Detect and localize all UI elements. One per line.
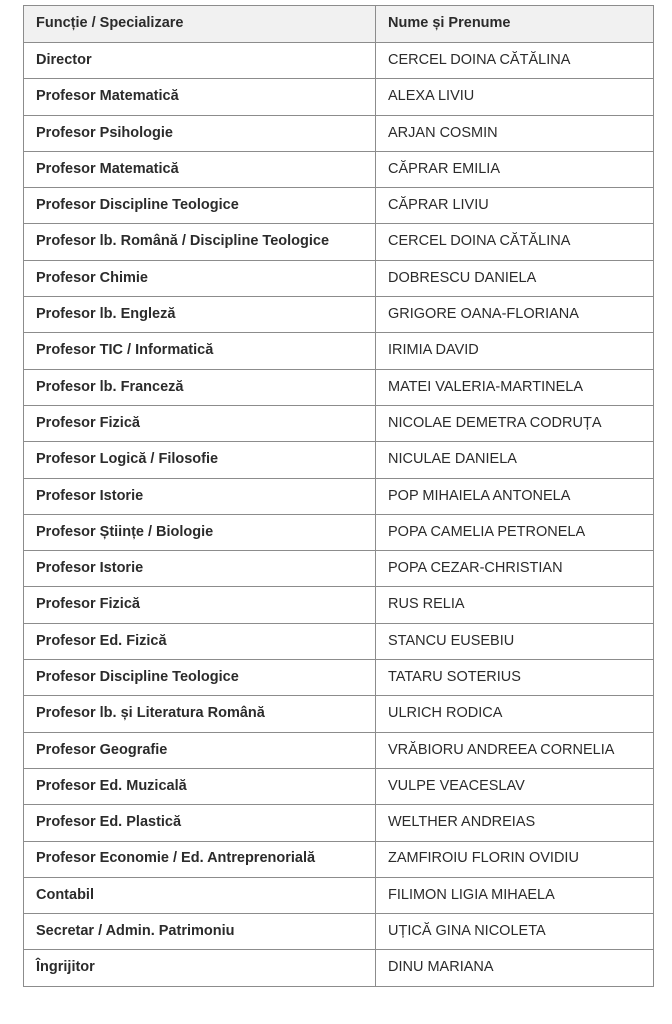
table-row <box>24 151 654 187</box>
table-row <box>24 587 654 623</box>
table-row <box>24 877 654 913</box>
nume-cell: ZAMFIROIU FLORIN OVIDIU <box>376 841 654 877</box>
table-row <box>24 405 654 441</box>
functie-cell: Profesor Ed. Fizică <box>24 623 376 659</box>
header-row <box>24 6 654 43</box>
nume-cell: DINU MARIANA <box>376 950 654 986</box>
nume-cell: IRIMIA DAVID <box>376 333 654 369</box>
table-row <box>24 623 654 659</box>
nume-cell: NICULAE DANIELA <box>376 442 654 478</box>
table-row <box>24 660 654 696</box>
table-row <box>24 551 654 587</box>
nume-cell: RUS RELIA <box>376 587 654 623</box>
nume-cell: TATARU SOTERIUS <box>376 660 654 696</box>
functie-cell: Profesor Matematică <box>24 151 376 187</box>
functie-cell: Profesor Discipline Teologice <box>24 188 376 224</box>
functie-cell: Profesor Geografie <box>24 732 376 768</box>
table-row <box>24 514 654 550</box>
column-header-functie: Funcție / Specializare <box>24 6 376 43</box>
column-header-nume: Nume și Prenume <box>376 6 654 43</box>
table-row <box>24 369 654 405</box>
functie-cell: Profesor Economie / Ed. Antreprenorială <box>24 841 376 877</box>
table-row <box>24 732 654 768</box>
table-row <box>24 805 654 841</box>
functie-cell: Profesor lb. Română / Discipline Teologice <box>24 224 376 260</box>
functie-cell: Profesor Discipline Teologice <box>24 660 376 696</box>
table-row <box>24 297 654 333</box>
nume-cell: POPA CAMELIA PETRONELA <box>376 514 654 550</box>
nume-cell: POPA CEZAR-CHRISTIAN <box>376 551 654 587</box>
functie-cell: Profesor Psihologie <box>24 115 376 151</box>
table-row <box>24 188 654 224</box>
nume-cell: CERCEL DOINA CĂTĂLINA <box>376 43 654 79</box>
nume-cell: DOBRESCU DANIELA <box>376 260 654 296</box>
functie-cell: Profesor lb. Franceză <box>24 369 376 405</box>
functie-cell: Profesor Logică / Filosofie <box>24 442 376 478</box>
nume-cell: VRĂBIORU ANDREEA CORNELIA <box>376 732 654 768</box>
functie-cell: Profesor Matematică <box>24 79 376 115</box>
table-row <box>24 914 654 950</box>
nume-cell: UȚICĂ GINA NICOLETA <box>376 914 654 950</box>
nume-cell: MATEI VALERIA-MARTINELA <box>376 369 654 405</box>
table-row <box>24 115 654 151</box>
staff-table-body <box>24 43 654 987</box>
nume-cell: ARJAN COSMIN <box>376 115 654 151</box>
functie-cell: Îngrijitor <box>24 950 376 986</box>
table-row <box>24 768 654 804</box>
functie-cell: Profesor lb. Engleză <box>24 297 376 333</box>
nume-cell: VULPE VEACESLAV <box>376 768 654 804</box>
functie-cell: Profesor TIC / Informatică <box>24 333 376 369</box>
functie-cell: Profesor Fizică <box>24 587 376 623</box>
table-row <box>24 841 654 877</box>
table-row <box>24 43 654 79</box>
functie-cell: Contabil <box>24 877 376 913</box>
functie-cell: Profesor Științe / Biologie <box>24 514 376 550</box>
nume-cell: GRIGORE OANA-FLORIANA <box>376 297 654 333</box>
nume-cell: NICOLAE DEMETRA CODRUȚA <box>376 405 654 441</box>
table-row <box>24 696 654 732</box>
nume-cell: ULRICH RODICA <box>376 696 654 732</box>
nume-cell: POP MIHAIELA ANTONELA <box>376 478 654 514</box>
functie-cell: Profesor Fizică <box>24 405 376 441</box>
functie-cell: Secretar / Admin. Patrimoniu <box>24 914 376 950</box>
table-row <box>24 478 654 514</box>
nume-cell: FILIMON LIGIA MIHAELA <box>376 877 654 913</box>
nume-cell: CĂPRAR EMILIA <box>376 151 654 187</box>
functie-cell: Profesor Chimie <box>24 260 376 296</box>
nume-cell: ALEXA LIVIU <box>376 79 654 115</box>
staff-table <box>23 5 654 987</box>
functie-cell: Profesor Istorie <box>24 478 376 514</box>
table-row <box>24 260 654 296</box>
functie-cell: Profesor Ed. Plastică <box>24 805 376 841</box>
nume-cell: CĂPRAR LIVIU <box>376 188 654 224</box>
nume-cell: STANCU EUSEBIU <box>376 623 654 659</box>
functie-cell: Profesor Istorie <box>24 551 376 587</box>
table-row <box>24 333 654 369</box>
table-row <box>24 224 654 260</box>
table-row <box>24 442 654 478</box>
table-row <box>24 950 654 986</box>
functie-cell: Profesor lb. și Literatura Română <box>24 696 376 732</box>
table-row <box>24 79 654 115</box>
nume-cell: WELTHER ANDREIAS <box>376 805 654 841</box>
nume-cell: CERCEL DOINA CĂTĂLINA <box>376 224 654 260</box>
functie-cell: Director <box>24 43 376 79</box>
functie-cell: Profesor Ed. Muzicală <box>24 768 376 804</box>
